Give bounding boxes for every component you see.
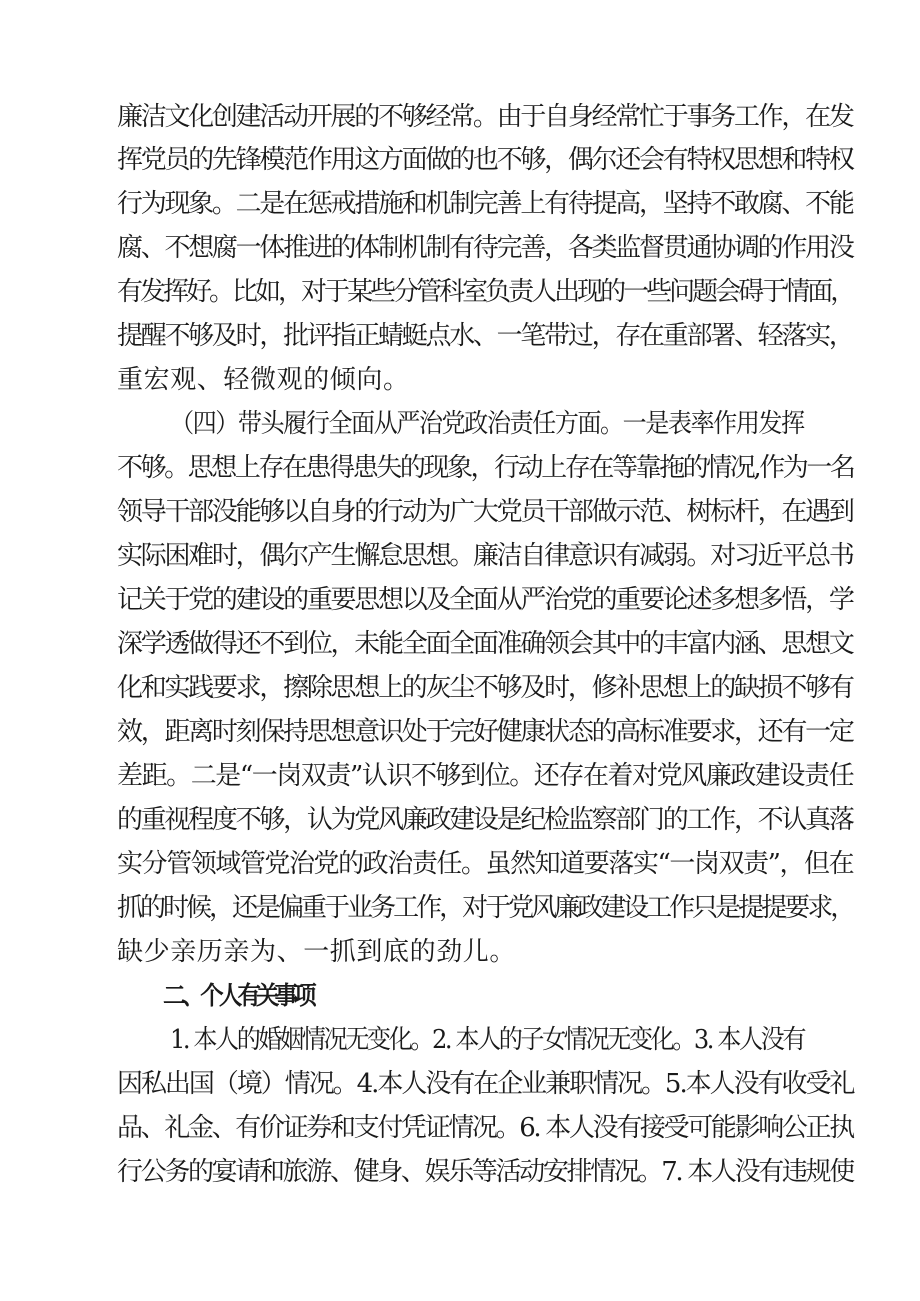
paragraph-line: 缺少亲历亲为、一抓到底的劲儿。	[117, 937, 517, 967]
paragraph-line: 记关于党的建设的重要思想以及全面从严治党的重要论述多想多悟，学	[117, 585, 853, 615]
paragraph-line: 提醒不够及时，批评指正蜻蜓点水、一笔带过，存在重部署、轻落实，	[117, 321, 853, 351]
paragraph-line: 化和实践要求，擦除思想上的灰尘不够及时，修补思想上的缺损不够有	[117, 673, 853, 703]
paragraph-line: 有发挥好。比如，对于某些分管科室负责人出现的一些问题会碍于情面，	[117, 277, 854, 307]
paragraph-line: 廉洁文化创建活动开展的不够经常。由于自身经常忙于事务工作，在发	[117, 102, 853, 132]
section-heading: 二、个人有关事项	[163, 981, 312, 1010]
paragraph-line: 行公务的宴请和旅游、健身、娱乐等活动安排情况。7. 本人没有违规使	[117, 1157, 853, 1187]
paragraph-line: 的重视程度不够，认为党风廉政建设是纪检监察部门的工作，不认真落	[117, 805, 853, 835]
paragraph-line: 挥党员的先锋模范作用这方面做的也不够，偶尔还会有特权思想和特权	[117, 145, 853, 175]
paragraph-line: 深学透做得还不到位，未能全面全面准确领会其中的丰富内涵、思想文	[117, 629, 853, 659]
paragraph-line: 不够。思想上存在患得患失的现象，行动上存在等靠拖的情况,作为一名	[117, 453, 854, 483]
section-subheading-line: （四）带头履行全面从严治党政治责任方面。一是表率作用发挥	[170, 409, 804, 439]
paragraph-line: 品、礼金、有价证券和支付凭证情况。6. 本人没有接受可能影响公正执	[117, 1113, 853, 1143]
paragraph-line: 差距。二是“一岗双责”认识不够到位。还存在着对党风廉政建设责任	[117, 761, 854, 791]
paragraph-line: 腐、不想腐一体推进的体制机制有待完善，各类监督贯通协调的作用没	[117, 233, 853, 263]
paragraph-line: 实际困难时，偶尔产生懈怠思想。廉洁自律意识有减弱。对习近平总书	[117, 541, 853, 571]
paragraph-line: 1. 本人的婚姻情况无变化。2. 本人的子女情况无变化。3. 本人没有	[170, 1025, 805, 1055]
paragraph-line: 实分管领域管党治党的政治责任。虽然知道要落实“一岗双责”，但在	[117, 849, 854, 879]
paragraph-line: 领导干部没能够以自身的行动为广大党员干部做示范、树标杆，在遇到	[117, 497, 853, 527]
paragraph-line: 因私出国（境）情况。4.本人没有在企业兼职情况。5.本人没有收受礼	[117, 1069, 854, 1099]
paragraph-line: 效，距离时刻保持思想意识处于完好健康状态的高标准要求，还有一定	[117, 717, 853, 747]
paragraph-line: 重宏观、轻微观的倾向。	[117, 365, 410, 395]
paragraph-line: 行为现象。二是在惩戒措施和机制完善上有待提高，坚持不敢腐、不能	[117, 189, 853, 219]
paragraph-line: 抓的时候，还是偏重于业务工作，对于党风廉政建设工作只是提提要求，	[117, 893, 854, 923]
